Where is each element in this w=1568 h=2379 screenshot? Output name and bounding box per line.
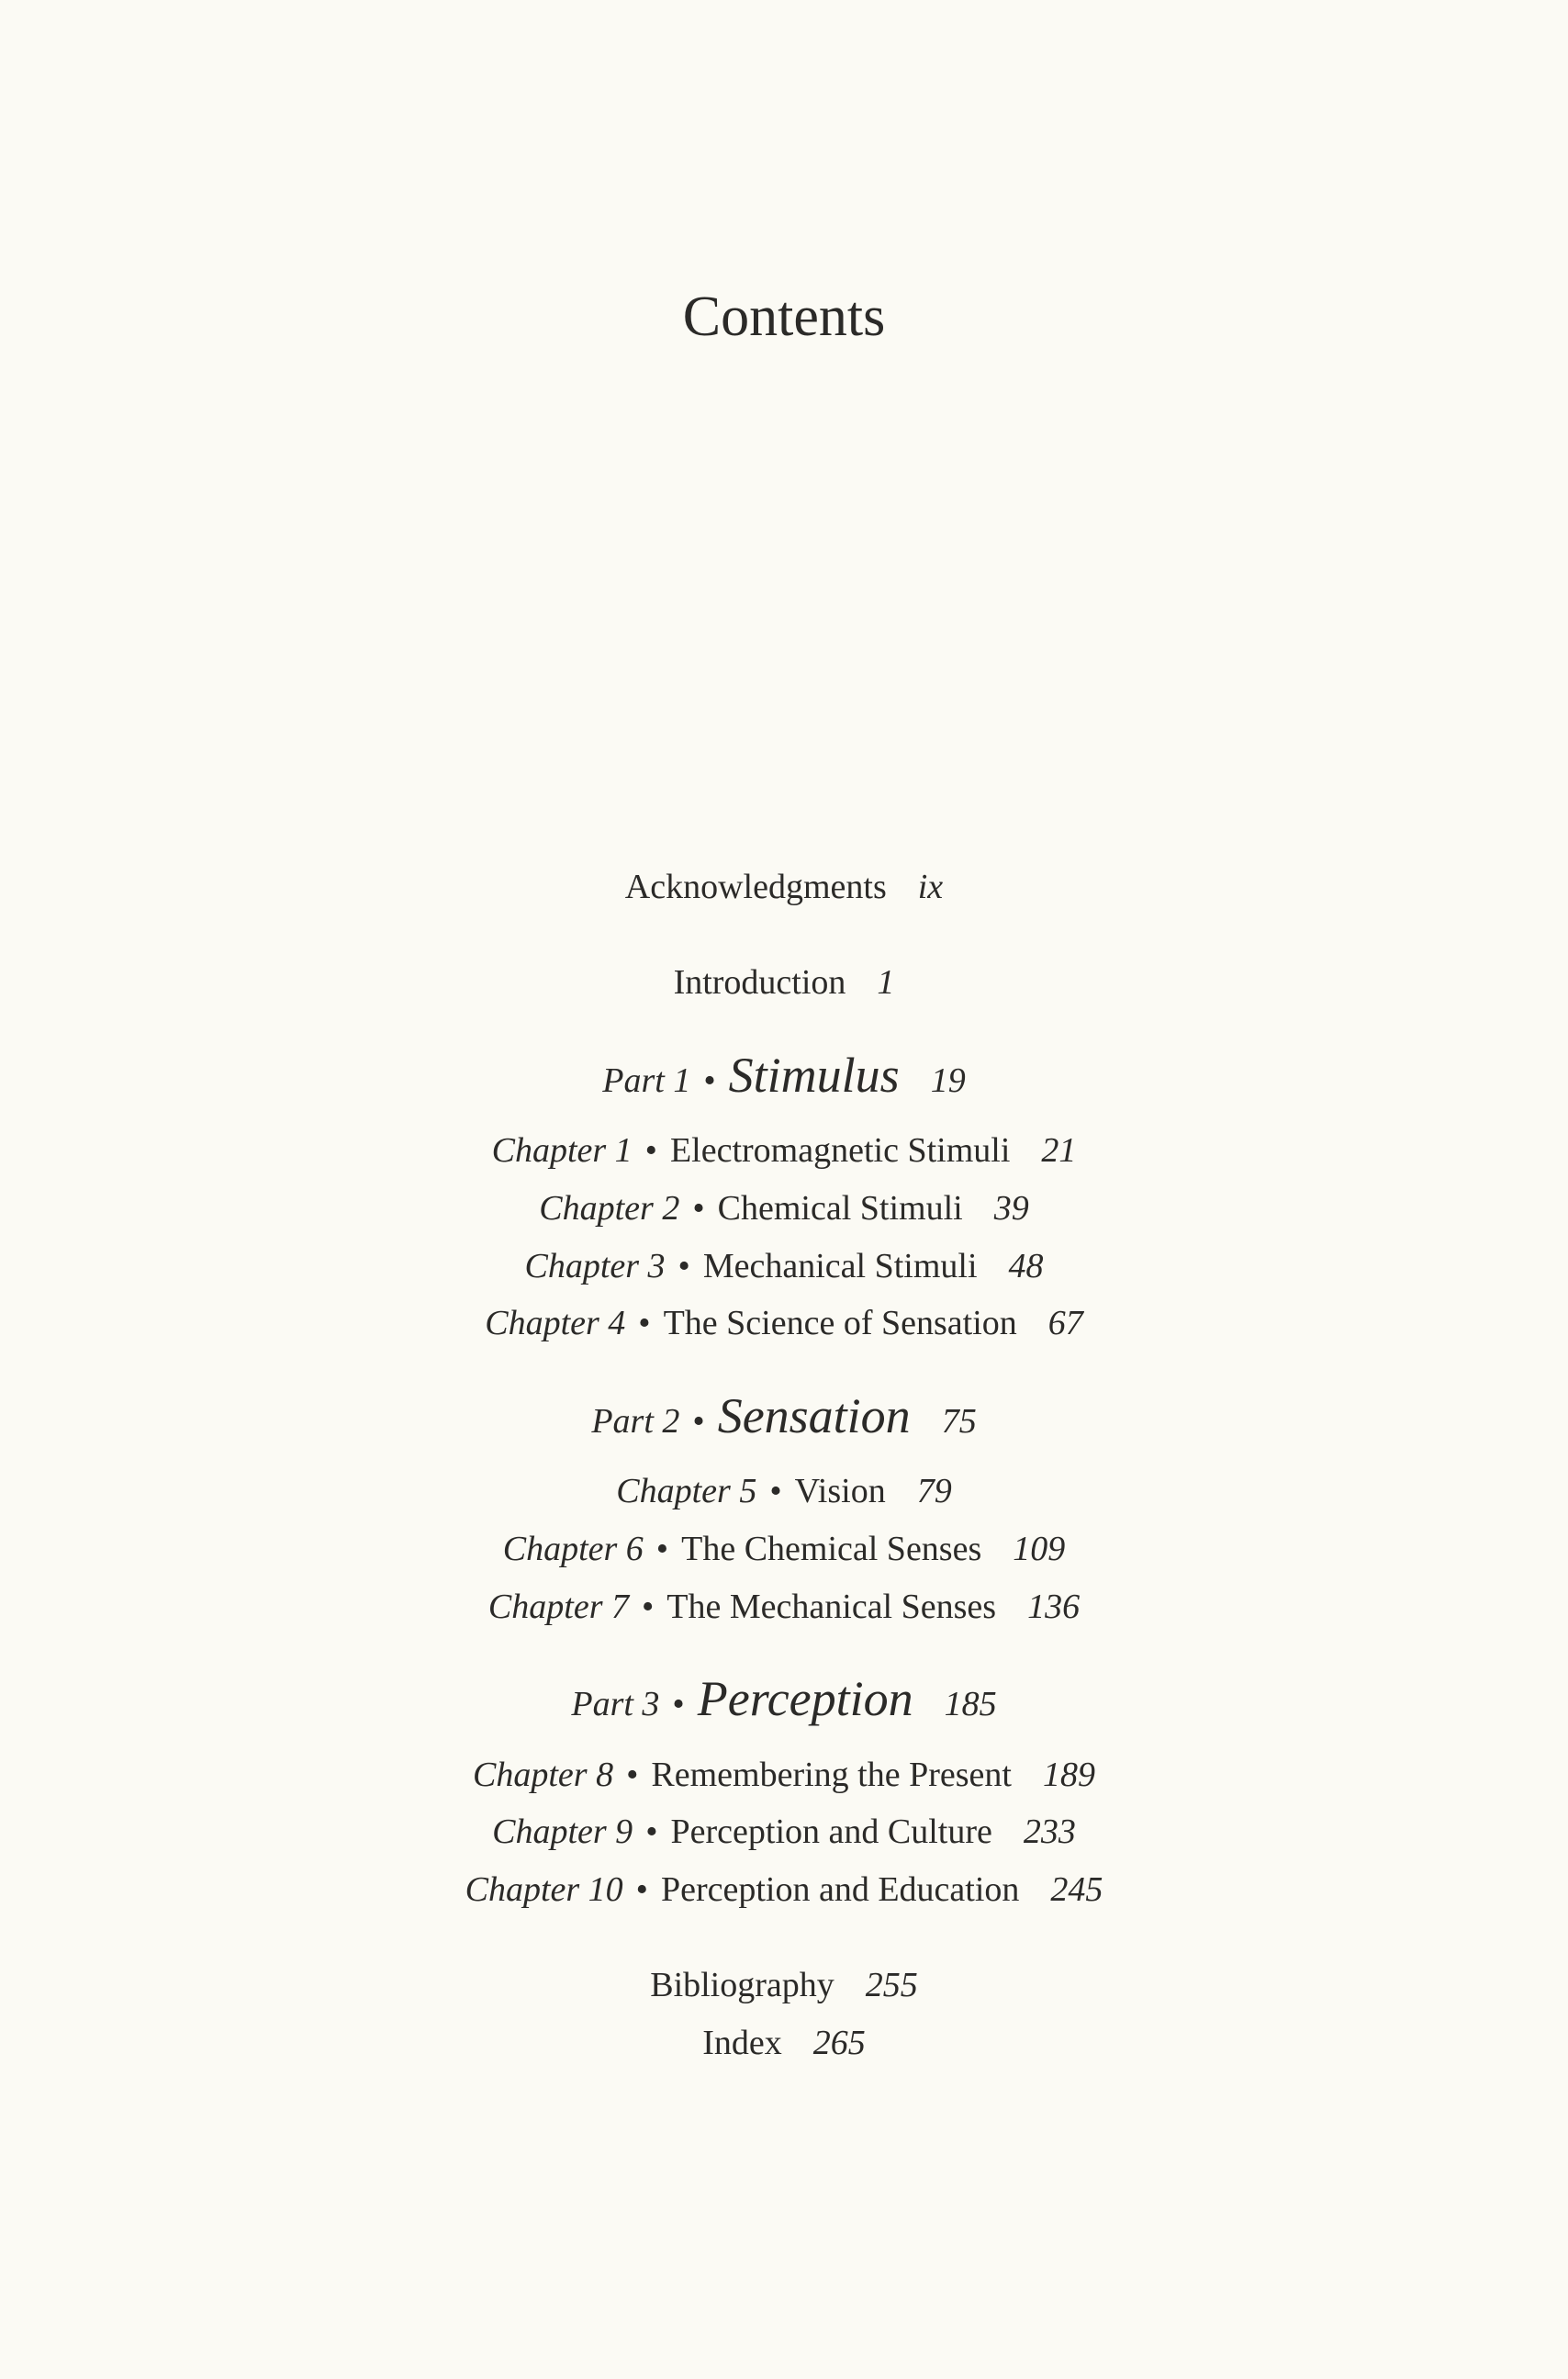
chapter-title: Perception and Education bbox=[660, 1870, 1020, 1909]
chapter-label: Chapter 1 bbox=[491, 1131, 633, 1170]
chapter-title: Remembering the Present bbox=[651, 1756, 1012, 1794]
page-number: 233 bbox=[1023, 1812, 1076, 1851]
entry-title: Introduction bbox=[673, 963, 846, 1002]
entry-title: Index bbox=[702, 2024, 782, 2062]
part-name: Perception bbox=[697, 1671, 913, 1726]
chapter-entry[interactable] bbox=[0, 1123, 1568, 1178]
page-number: 39 bbox=[993, 1189, 1029, 1228]
page-number: 67 bbox=[1047, 1304, 1083, 1342]
page-title: Contents bbox=[682, 286, 886, 348]
chapter-title: The Science of Sensation bbox=[663, 1304, 1017, 1342]
chapter-label: Chapter 3 bbox=[524, 1247, 666, 1285]
chapter-entry[interactable] bbox=[0, 1579, 1568, 1634]
chapter-title: Perception and Culture bbox=[670, 1812, 992, 1851]
chapter-title: Chemical Stimuli bbox=[717, 1189, 963, 1228]
chapter-entry[interactable] bbox=[0, 1239, 1568, 1294]
chapter-title: Mechanical Stimuli bbox=[702, 1247, 978, 1285]
entry-title: Bibliography bbox=[650, 1966, 834, 2004]
chapter-label: Chapter 10 bbox=[465, 1870, 623, 1909]
page-number: 265 bbox=[812, 2024, 866, 2062]
chapter-title: Vision bbox=[794, 1472, 886, 1510]
toc-entry[interactable] bbox=[0, 2015, 1568, 2070]
bullet-separator: • bbox=[655, 1530, 669, 1568]
chapter-label: Chapter 9 bbox=[492, 1812, 633, 1851]
chapter-entry[interactable] bbox=[0, 1862, 1568, 1917]
bullet-separator: • bbox=[635, 1870, 648, 1909]
chapter-entry[interactable] bbox=[0, 1747, 1568, 1802]
part-heading[interactable] bbox=[0, 1048, 1568, 1108]
bullet-separator: • bbox=[703, 1061, 716, 1100]
chapter-label: Chapter 2 bbox=[539, 1189, 680, 1228]
entry-title: Acknowledgments bbox=[624, 868, 887, 906]
bullet-separator: • bbox=[672, 1685, 685, 1723]
page-number: ix bbox=[917, 868, 944, 906]
bullet-separator: • bbox=[769, 1472, 782, 1510]
chapter-title: Electromagnetic Stimuli bbox=[669, 1131, 1011, 1170]
chapter-title: The Chemical Senses bbox=[681, 1530, 982, 1568]
part-heading[interactable] bbox=[0, 1388, 1568, 1449]
chapter-label: Chapter 6 bbox=[502, 1530, 644, 1568]
chapter-label: Chapter 5 bbox=[616, 1472, 757, 1510]
page-number: 21 bbox=[1041, 1131, 1077, 1170]
page-number: 48 bbox=[1008, 1247, 1044, 1285]
chapter-label: Chapter 8 bbox=[473, 1756, 614, 1794]
part-label: Part 2 bbox=[591, 1402, 680, 1441]
chapter-entry[interactable] bbox=[0, 1521, 1568, 1577]
chapter-label: Chapter 7 bbox=[487, 1588, 629, 1626]
bullet-separator: • bbox=[678, 1247, 690, 1285]
page-number: 185 bbox=[944, 1685, 997, 1723]
page-number: 245 bbox=[1050, 1870, 1103, 1909]
bullet-separator: • bbox=[641, 1588, 655, 1626]
part-label: Part 3 bbox=[571, 1685, 660, 1723]
toc-entry[interactable] bbox=[0, 859, 1568, 915]
page-number: 189 bbox=[1042, 1756, 1095, 1794]
page-number: 1 bbox=[877, 963, 895, 1002]
toc-entry[interactable] bbox=[0, 955, 1568, 1010]
bullet-separator: • bbox=[644, 1131, 657, 1170]
toc-entry[interactable] bbox=[0, 1958, 1568, 2013]
bullet-separator: • bbox=[638, 1304, 651, 1342]
page-number: 136 bbox=[1027, 1588, 1081, 1626]
page-number: 75 bbox=[941, 1402, 977, 1441]
page-number: 79 bbox=[916, 1472, 952, 1510]
chapter-entry[interactable] bbox=[0, 1804, 1568, 1859]
chapter-label: Chapter 4 bbox=[485, 1304, 626, 1342]
bullet-separator: • bbox=[645, 1812, 658, 1851]
page-number: 109 bbox=[1013, 1530, 1066, 1568]
page-number: 19 bbox=[930, 1061, 966, 1100]
bullet-separator: • bbox=[626, 1756, 639, 1794]
bullet-separator: • bbox=[692, 1189, 705, 1228]
chapter-title: The Mechanical Senses bbox=[666, 1588, 997, 1626]
part-name: Stimulus bbox=[728, 1048, 900, 1103]
chapter-entry[interactable] bbox=[0, 1181, 1568, 1236]
part-heading[interactable] bbox=[0, 1671, 1568, 1732]
page-number: 255 bbox=[865, 1966, 918, 2004]
chapter-entry[interactable] bbox=[0, 1464, 1568, 1519]
chapter-entry[interactable] bbox=[0, 1296, 1568, 1351]
bullet-separator: • bbox=[692, 1402, 705, 1441]
part-name: Sensation bbox=[717, 1388, 911, 1443]
part-label: Part 1 bbox=[602, 1061, 691, 1100]
